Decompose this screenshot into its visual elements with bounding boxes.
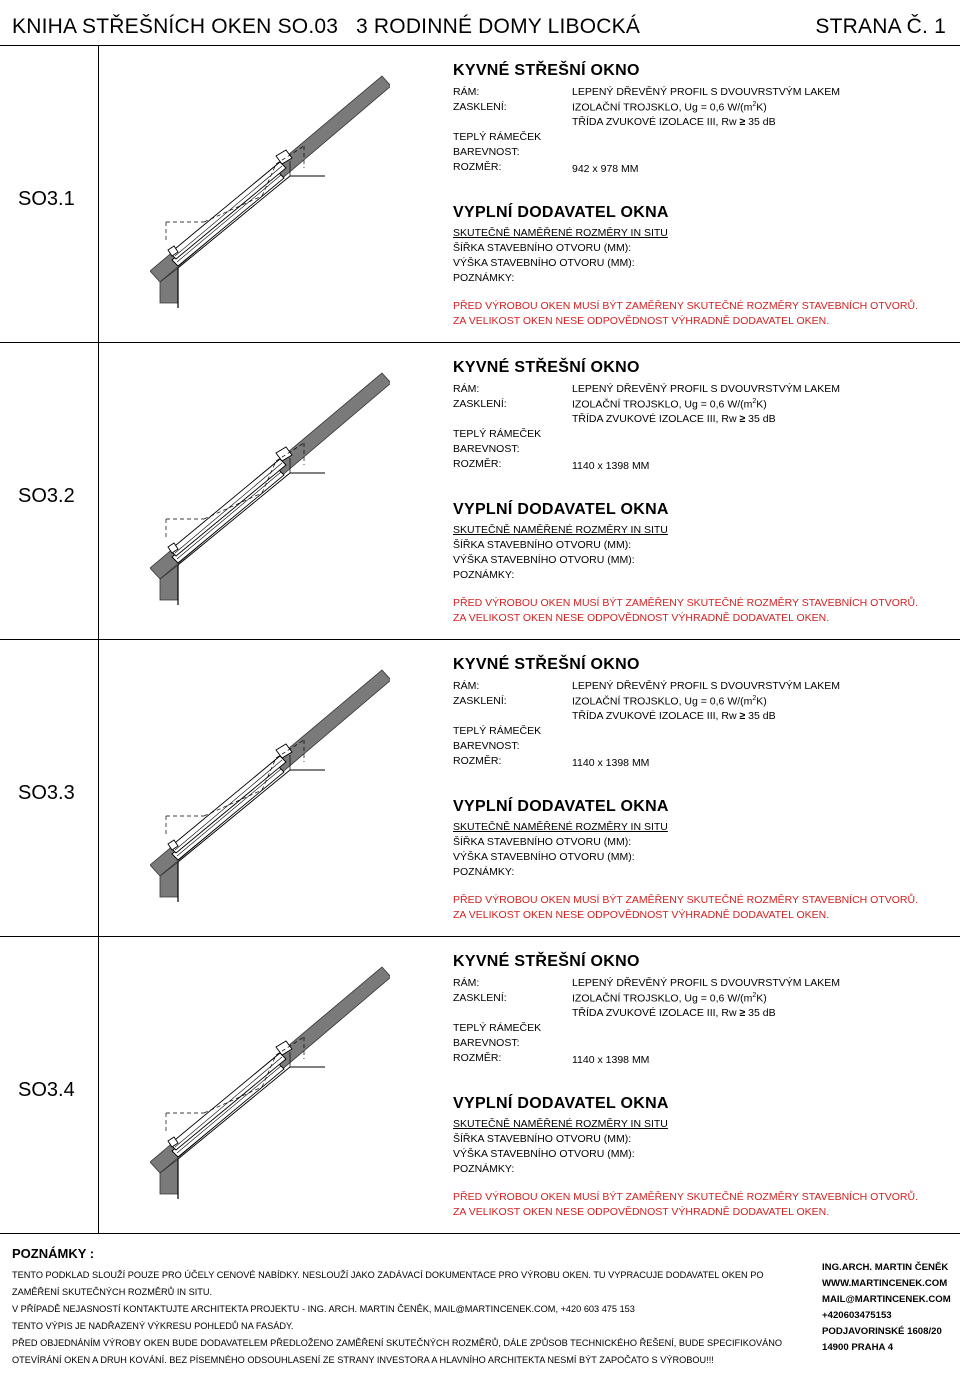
- color-label: BAREVNOST:: [453, 443, 520, 455]
- warm-edge-label: TEPLÝ RÁMEČEK: [453, 131, 542, 143]
- color-label: BAREVNOST:: [453, 1037, 520, 1049]
- architect-street: PODJAVORINSKÉ 1608/20: [822, 1326, 942, 1337]
- measurement-warning: PŘED VÝROBOU OKEN MUSÍ BÝT ZAMĚŘENY SKUTEČNÉ ROZMĚRY STAVEBNÍCH OTVORŮ.: [453, 300, 918, 312]
- window-specification: [453, 937, 953, 1234]
- sound-class-value: TŘÍDA ZVUKOVÉ IZOLACE III, Rw ≥ 35 dB: [572, 116, 776, 128]
- measured-dims-label: SKUTEČNĚ NAMĚŘENÉ ROZMĚRY IN SITU: [453, 227, 668, 239]
- opening-width-label: ŠÍŘKA STAVEBNÍHO OTVORU (MM):: [453, 539, 632, 551]
- color-label: BAREVNOST:: [453, 146, 520, 158]
- responsibility-warning: ZA VELIKOST OKEN NESE ODPOVĚDNOST VÝHRADNĚ DODAVATEL OKEN.: [453, 315, 830, 327]
- roof-window-section-drawing: [150, 937, 390, 1234]
- notes-label: POZNÁMKY:: [453, 866, 515, 878]
- glazing-value: IZOLAČNÍ TROJSKLO, Ug = 0,6 $W/(m^2K)$: [572, 992, 767, 1005]
- size-value: 1140 x 1398 MM: [572, 757, 650, 769]
- responsibility-warning: ZA VELIKOST OKEN NESE ODPOVĚDNOST VÝHRADNĚ DODAVATEL OKEN.: [453, 909, 830, 921]
- document-title: KNIHA STŘEŠNÍCH OKEN SO.03: [12, 15, 339, 38]
- frame-label: RÁM:: [453, 383, 480, 395]
- footer-notes: [0, 1234, 960, 1378]
- note-line: OTEVÍRÁNÍ OKEN A DRUH KOVÁNÍ. BEZ PÍSEMNÉHO ODSOUHLASENÍ ZE STRANY INVESTORA A HLAVNÍHO ARCHITEKTA NESMÍ BÝT ZAPOČATO S VÝROBOU!!!: [12, 1355, 714, 1365]
- size-label: ROZMĚR:: [453, 755, 502, 767]
- roof-window-section-drawing: [150, 640, 390, 937]
- measurement-warning: PŘED VÝROBOU OKEN MUSÍ BÝT ZAMĚŘENY SKUTEČNÉ ROZMĚRY STAVEBNÍCH OTVORŮ.: [453, 1191, 918, 1203]
- size-label: ROZMĚR:: [453, 1052, 502, 1064]
- size-value: 942 x 978 MM: [572, 163, 639, 175]
- glazing-value: IZOLAČNÍ TROJSKLO, Ug = 0,6 $W/(m^2K)$: [572, 101, 767, 114]
- note-line: V PŘÍPADĚ NEJASNOSTÍ KONTAKTUJTE ARCHITEKTA PROJEKTU - ING. ARCH. MARTIN ČENĚK, MAIL@MARTINCENEK.COM, +420 603 475 153: [12, 1304, 635, 1314]
- frame-label: RÁM:: [453, 680, 480, 692]
- architect-website: WWW.MARTINCENEK.COM: [822, 1278, 948, 1289]
- size-label: ROZMĚR:: [453, 458, 502, 470]
- glazing-label: ZASKLENÍ:: [453, 992, 507, 1004]
- opening-height-label: VÝŠKA STAVEBNÍHO OTVORU (MM):: [453, 1148, 635, 1160]
- size-value: 1140 x 1398 MM: [572, 1054, 650, 1066]
- warm-edge-label: TEPLÝ RÁMEČEK: [453, 1022, 542, 1034]
- frame-value: LEPENÝ DŘEVĚNÝ PROFIL S DVOUVRSTVÝM LAKEM: [572, 383, 841, 395]
- glazing-value: IZOLAČNÍ TROJSKLO, Ug = 0,6 $W/(m^2K)$: [572, 398, 767, 411]
- opening-height-label: VÝŠKA STAVEBNÍHO OTVORU (MM):: [453, 554, 635, 566]
- architect-city: 14900 PRAHA 4: [822, 1342, 894, 1353]
- section-code: SO3.2: [18, 485, 75, 507]
- window-frame: [168, 150, 292, 266]
- notes-title: POZNÁMKY :: [12, 1246, 95, 1261]
- page-header: [0, 0, 960, 46]
- section-code: SO3.4: [18, 1079, 75, 1101]
- measurement-warning: PŘED VÝROBOU OKEN MUSÍ BÝT ZAMĚŘENY SKUTEČNÉ ROZMĚRY STAVEBNÍCH OTVORŮ.: [453, 894, 918, 906]
- sound-class-value: TŘÍDA ZVUKOVÉ IZOLACE III, Rw ≥ 35 dB: [572, 413, 776, 425]
- window-section: [0, 937, 960, 1234]
- architect-email: MAIL@MARTINCENEK.COM: [822, 1294, 951, 1305]
- glazing-label: ZASKLENÍ:: [453, 101, 507, 113]
- window-type-title: KYVNÉ STŘEŠNÍ OKNO: [453, 62, 640, 79]
- measured-dims-label: SKUTEČNĚ NAMĚŘENÉ ROZMĚRY IN SITU: [453, 821, 668, 833]
- sound-class-value: TŘÍDA ZVUKOVÉ IZOLACE III, Rw ≥ 35 dB: [572, 710, 776, 722]
- supplier-fill-title: VYPLNÍ DODAVATEL OKNA: [453, 798, 669, 815]
- notes-label: POZNÁMKY:: [453, 569, 515, 581]
- size-label: ROZMĚR:: [453, 161, 502, 173]
- section-code: SO3.3: [18, 782, 75, 804]
- measured-dims-label: SKUTEČNĚ NAMĚŘENÉ ROZMĚRY IN SITU: [453, 1118, 668, 1130]
- window-type-title: KYVNÉ STŘEŠNÍ OKNO: [453, 953, 640, 970]
- window-specification: [453, 46, 953, 343]
- note-line: ZAMĚŘENÍ SKUTEČNÝCH ROZMĚRŮ IN SITU.: [12, 1287, 213, 1297]
- frame-value: LEPENÝ DŘEVĚNÝ PROFIL S DVOUVRSTVÝM LAKEM: [572, 680, 841, 692]
- roof-window-section-drawing: [150, 343, 390, 640]
- architect-name: ING.ARCH. MARTIN ČENĚK: [822, 1262, 949, 1273]
- supplier-fill-title: VYPLNÍ DODAVATEL OKNA: [453, 1095, 669, 1112]
- window-frame: [168, 447, 292, 563]
- responsibility-warning: ZA VELIKOST OKEN NESE ODPOVĚDNOST VÝHRADNĚ DODAVATEL OKEN.: [453, 612, 830, 624]
- window-frame: [168, 1041, 292, 1157]
- window-section: [0, 343, 960, 640]
- measurement-warning: PŘED VÝROBOU OKEN MUSÍ BÝT ZAMĚŘENY SKUTEČNÉ ROZMĚRY STAVEBNÍCH OTVORŮ.: [453, 597, 918, 609]
- note-line: TENTO PODKLAD SLOUŽÍ POUZE PRO ÚČELY CENOVÉ NABÍDKY. NESLOUŽÍ JAKO ZADÁVACÍ DOKUMENTACE PRO VÝROBU OKEN. TU VYPRACUJE DODAVATEL OKEN PO: [12, 1270, 764, 1280]
- window-section: [0, 640, 960, 937]
- color-label: BAREVNOST:: [453, 740, 520, 752]
- frame-value: LEPENÝ DŘEVĚNÝ PROFIL S DVOUVRSTVÝM LAKEM: [572, 86, 841, 98]
- measured-dims-label: SKUTEČNĚ NAMĚŘENÉ ROZMĚRY IN SITU: [453, 524, 668, 536]
- frame-label: RÁM:: [453, 977, 480, 989]
- window-type-title: KYVNÉ STŘEŠNÍ OKNO: [453, 656, 640, 673]
- supplier-fill-title: VYPLNÍ DODAVATEL OKNA: [453, 204, 669, 221]
- roof-window-section-drawing: [150, 46, 390, 343]
- window-type-title: KYVNÉ STŘEŠNÍ OKNO: [453, 359, 640, 376]
- note-line: PŘED OBJEDNÁNÍM VÝROBY OKEN BUDE DODAVATELEM PŘEDLOŽENO ZAMĚŘENÍ SKUTEČNÝCH ROZMĚRŮ, DÁLE ZPŮSOB TECHNICKÉHO ŘEŠENÍ, BUDE SPECIFIKOVÁNO: [12, 1338, 783, 1348]
- size-value: 1140 x 1398 MM: [572, 460, 650, 472]
- frame-value: LEPENÝ DŘEVĚNÝ PROFIL S DVOUVRSTVÝM LAKEM: [572, 977, 841, 989]
- notes-label: POZNÁMKY:: [453, 1163, 515, 1175]
- supplier-fill-title: VYPLNÍ DODAVATEL OKNA: [453, 501, 669, 518]
- responsibility-warning: ZA VELIKOST OKEN NESE ODPOVĚDNOST VÝHRADNĚ DODAVATEL OKEN.: [453, 1206, 830, 1218]
- warm-edge-label: TEPLÝ RÁMEČEK: [453, 725, 542, 737]
- opening-width-label: ŠÍŘKA STAVEBNÍHO OTVORU (MM):: [453, 836, 632, 848]
- glazing-label: ZASKLENÍ:: [453, 695, 507, 707]
- window-section: [0, 46, 960, 343]
- project-name: 3 RODINNÉ DOMY LIBOCKÁ: [356, 15, 641, 38]
- glazing-value: IZOLAČNÍ TROJSKLO, Ug = 0,6 $W/(m^2K)$: [572, 695, 767, 708]
- warm-edge-label: TEPLÝ RÁMEČEK: [453, 428, 542, 440]
- glazing-label: ZASKLENÍ:: [453, 398, 507, 410]
- opening-width-label: ŠÍŘKA STAVEBNÍHO OTVORU (MM):: [453, 1133, 632, 1145]
- window-specification: [453, 343, 953, 640]
- page-number: STRANA Č. 1: [815, 15, 946, 38]
- opening-height-label: VÝŠKA STAVEBNÍHO OTVORU (MM):: [453, 851, 635, 863]
- note-line: TENTO VÝPIS JE NADŘAZENÝ VÝKRESU POHLEDŮ NA FASÁDY.: [12, 1321, 294, 1331]
- section-code: SO3.1: [18, 188, 75, 210]
- window-frame: [168, 744, 292, 860]
- opening-width-label: ŠÍŘKA STAVEBNÍHO OTVORU (MM):: [453, 242, 632, 254]
- opening-height-label: VÝŠKA STAVEBNÍHO OTVORU (MM):: [453, 257, 635, 269]
- notes-label: POZNÁMKY:: [453, 272, 515, 284]
- frame-label: RÁM:: [453, 86, 480, 98]
- window-specification: [453, 640, 953, 937]
- sound-class-value: TŘÍDA ZVUKOVÉ IZOLACE III, Rw ≥ 35 dB: [572, 1007, 776, 1019]
- architect-phone: +420603475153: [822, 1310, 892, 1321]
